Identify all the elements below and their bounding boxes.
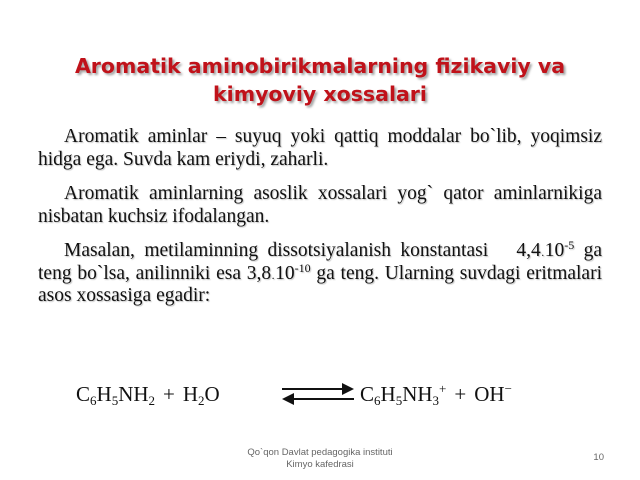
equation-right-side — [360, 378, 512, 410]
paragraph3-end: ga teng. Ularning suvdagi eritmalari asos xossasiga egadir: — [38, 262, 602, 306]
slide-footer — [180, 447, 460, 471]
paragraph3-intro: Masalan, metilaminning dissotsiyalanish konstantasi — [64, 240, 489, 261]
paragraph-basicity: Aromatik aminlarning asoslik xossalari yog` qator aminlarnikiga nisbatan kuchsiz ifodalangan. — [38, 183, 602, 227]
paragraph3-middle: ga teng bo`lsa, anilinniki esa — [38, 240, 603, 284]
slide-title-line-1: Aromatik aminobirikmalarning fizikaviy va — [74, 54, 566, 78]
slide-body — [38, 126, 602, 320]
formula-aniline: $C_6H_5NH_2$ — [76, 382, 156, 408]
constant-aniline: $3,8_\cdot 10^{-10}$ — [246, 260, 311, 285]
paragraph-physical-properties: Aromatik aminlar – suyuq yoki qattiq moddalar bo`lib, yoqimsiz hidga ega. Suvda kam eriydi, zaharli. — [38, 126, 602, 170]
slide-title-line-2: kimyoviy xossalari — [213, 82, 427, 106]
formula-hydroxide: OH− — [474, 381, 512, 406]
footer-institution: Qo`qon Davlat pedagogika instituti — [247, 447, 393, 458]
equation-left-side — [76, 378, 220, 410]
formula-anilinium: $C_6H_5NH_3^+$ — [360, 381, 447, 408]
equilibrium-arrows-icon — [280, 380, 356, 408]
page-number: 10 — [593, 452, 604, 463]
slide-title — [20, 52, 620, 108]
plus-sign: + — [163, 382, 175, 406]
plus-sign: + — [454, 382, 467, 406]
constant-methylamine: $4,4_\cdot 10^{-5}$ — [516, 238, 575, 262]
formula-water: $H_2O$ — [182, 382, 220, 408]
footer-department: Kimyo kafedrasi — [286, 459, 354, 470]
paragraph-dissociation-constants — [38, 240, 602, 308]
aniline-dissociation-equation — [70, 378, 590, 410]
